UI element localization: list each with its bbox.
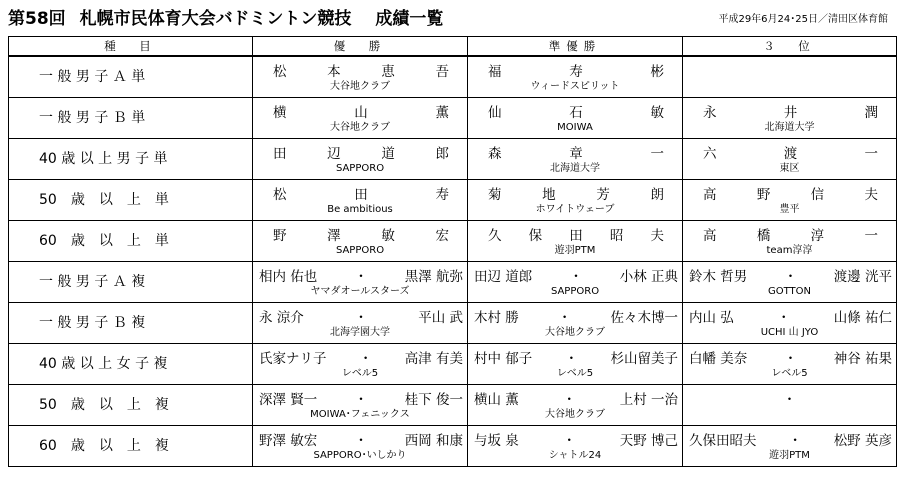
name-part: 章 — [569, 146, 583, 162]
table-row — [9, 426, 897, 467]
name-part: 桂下 俊一 — [404, 392, 463, 408]
affiliation: シャトル24 — [548, 450, 602, 461]
name-part: 相内 佑也 — [259, 269, 318, 285]
separator-dot: ・ — [788, 433, 802, 449]
name-part: 高津 有美 — [404, 351, 463, 367]
affiliation: 大谷地クラブ — [330, 122, 390, 133]
player-names — [683, 221, 896, 244]
third-cell — [683, 385, 897, 426]
column-header-third: ３ 位 — [683, 37, 897, 57]
name-part: 井 — [783, 105, 798, 121]
results-table — [8, 36, 897, 467]
table-row — [9, 262, 897, 303]
event-cell — [9, 139, 253, 180]
affiliation: ホワイトウェーブ — [535, 204, 615, 215]
event-name: 一 般 男 子 Ａ 単 — [39, 69, 146, 85]
name-part: 永 涼介 — [259, 310, 304, 326]
player-names — [253, 426, 467, 449]
separator-dot: ・ — [354, 310, 368, 326]
winner-cell — [253, 303, 468, 344]
name-part: 永 — [703, 105, 717, 121]
name-part: 宏 — [435, 228, 449, 244]
name-part: 芳 — [596, 187, 610, 203]
event-name: 60 歳 以 上 単 — [39, 233, 169, 249]
title-event: 札幌市民体育大会バドミントン競技 — [79, 9, 352, 29]
player-names — [683, 385, 896, 408]
player-names — [253, 303, 467, 326]
name-part: 渡 — [783, 146, 798, 162]
name-part: 六 — [703, 146, 717, 162]
winner-cell — [253, 221, 468, 262]
name-part: 西岡 和康 — [404, 433, 463, 449]
name-part: 田辺 道郎 — [474, 269, 533, 285]
affiliation: team淳淳 — [766, 245, 813, 256]
third-cell — [683, 56, 897, 98]
name-part: 郎 — [435, 146, 449, 162]
player-names — [468, 303, 682, 326]
player-names — [683, 262, 896, 285]
table-row — [9, 344, 897, 385]
player-names — [683, 303, 896, 326]
name-part: 鈴木 哲男 — [689, 269, 748, 285]
player-names — [683, 426, 896, 449]
player-names — [253, 139, 467, 162]
name-part: 野 — [756, 187, 771, 203]
name-part: 野澤 敏宏 — [259, 433, 318, 449]
name-part: 田 — [354, 187, 368, 203]
name-part: 杉山留美子 — [610, 351, 678, 367]
affiliation: 大谷地クラブ — [330, 81, 390, 92]
affiliation: 北海道大学 — [550, 163, 600, 174]
date-venue: 平成29年6月24･25日／清田区体育館 — [718, 14, 888, 25]
player-names — [468, 344, 682, 367]
event-name: 60 歳 以 上 複 — [39, 438, 169, 454]
name-part: 朗 — [650, 187, 664, 203]
player-names — [253, 221, 467, 244]
winner-cell — [253, 98, 468, 139]
player-names — [253, 262, 467, 285]
player-names — [468, 426, 682, 449]
affiliation: UCHI 山 JYO — [760, 327, 819, 338]
table-row — [9, 180, 897, 221]
name-part: 澤 — [327, 228, 341, 244]
affiliation: レベル5 — [341, 368, 379, 379]
runner-up-cell — [468, 139, 683, 180]
event-cell — [9, 385, 253, 426]
affiliation: MOIWA･フェニックス — [310, 409, 410, 420]
third-cell — [683, 262, 897, 303]
name-part: 薫 — [435, 105, 449, 121]
column-header-winner: 優 勝 — [253, 37, 468, 57]
name-part: 田 — [273, 146, 287, 162]
name-part: 横山 薫 — [474, 392, 519, 408]
winner-cell — [253, 180, 468, 221]
runner-up-cell — [468, 56, 683, 98]
player-names — [253, 98, 467, 121]
name-part: 敏 — [381, 228, 395, 244]
name-part: 寿 — [435, 187, 449, 203]
winner-cell — [253, 56, 468, 98]
event-cell — [9, 344, 253, 385]
affiliation: SAPPORO･いしかり — [313, 450, 407, 461]
name-part: 菊 — [488, 187, 502, 203]
third-cell — [683, 139, 897, 180]
name-part: 久保田昭夫 — [689, 433, 757, 449]
name-part: 昭 — [609, 228, 624, 244]
player-names — [468, 180, 682, 203]
third-cell — [683, 221, 897, 262]
player-names — [683, 57, 896, 80]
affiliation — [683, 408, 896, 422]
name-part: 仙 — [488, 105, 502, 121]
name-part: 村中 郁子 — [474, 351, 533, 367]
winner-cell — [253, 385, 468, 426]
title-results: 成績一覧 — [375, 9, 444, 29]
separator-dot: ・ — [782, 392, 797, 408]
winner-cell — [253, 344, 468, 385]
runner-up-cell — [468, 426, 683, 467]
event-name: 40 歳 以 上 男 子 単 — [39, 151, 168, 167]
separator-dot: ・ — [777, 310, 791, 326]
third-cell — [683, 344, 897, 385]
event-cell — [9, 303, 253, 344]
event-name: 40 歳 以 上 女 子 複 — [39, 356, 168, 372]
name-part: 山條 祐仁 — [833, 310, 892, 326]
event-cell — [9, 98, 253, 139]
affiliation: 豊平 — [779, 204, 800, 215]
name-part: 木村 勝 — [474, 310, 519, 326]
third-cell — [683, 303, 897, 344]
runner-up-cell — [468, 385, 683, 426]
event-name: 一 般 男 子 Ｂ 複 — [39, 315, 146, 331]
page-title — [8, 4, 443, 29]
affiliation: SAPPORO — [335, 163, 385, 174]
name-part: 橋 — [756, 228, 771, 244]
table-row — [9, 56, 897, 98]
name-part: 横 — [273, 105, 287, 121]
player-names — [468, 57, 682, 80]
header-row — [9, 37, 897, 57]
name-part: 一 — [650, 146, 664, 162]
name-part: 白幡 美奈 — [689, 351, 748, 367]
name-part: 恵 — [381, 64, 395, 80]
player-names — [253, 385, 467, 408]
results-body — [9, 56, 897, 467]
event-name: 50 歳 以 上 複 — [39, 397, 169, 413]
separator-dot: ・ — [358, 351, 373, 367]
affiliation: 大谷地クラブ — [545, 409, 605, 420]
name-part: 渡邊 洸平 — [833, 269, 892, 285]
name-part: 上村 一治 — [619, 392, 678, 408]
separator-dot: ・ — [562, 433, 576, 449]
event-name: 一 般 男 子 Ｂ 単 — [39, 110, 146, 126]
name-part: 信 — [810, 187, 825, 203]
name-part: 天野 博己 — [619, 433, 678, 449]
name-part: 山 — [354, 105, 368, 121]
third-cell — [683, 180, 897, 221]
winner-cell — [253, 139, 468, 180]
runner-up-cell — [468, 303, 683, 344]
third-cell — [683, 98, 897, 139]
event-cell — [9, 221, 253, 262]
runner-up-cell — [468, 262, 683, 303]
runner-up-cell — [468, 180, 683, 221]
player-names — [468, 385, 682, 408]
affiliation: 遊羽PTM — [554, 245, 596, 256]
name-part: 吾 — [435, 64, 449, 80]
name-part: 森 — [488, 146, 502, 162]
affiliation: 大谷地クラブ — [545, 327, 605, 338]
player-names — [683, 98, 896, 121]
separator-dot: ・ — [354, 269, 368, 285]
name-part: 彬 — [650, 64, 664, 80]
player-names — [468, 139, 682, 162]
name-part: 久 — [488, 228, 502, 244]
name-part: 夫 — [864, 187, 878, 203]
name-part: 黒澤 航弥 — [404, 269, 463, 285]
player-names — [468, 262, 682, 285]
affiliation: ヤマダオールスターズ — [310, 286, 410, 297]
affiliation: ウィードスピリット — [530, 81, 620, 92]
affiliation: SAPPORO — [550, 286, 600, 297]
name-part: 松 — [273, 64, 287, 80]
name-part: 一 — [864, 228, 878, 244]
affiliation: レベル5 — [771, 368, 808, 379]
winner-cell — [253, 262, 468, 303]
affiliation: GOTTON — [767, 286, 811, 297]
name-part: 潤 — [864, 105, 878, 121]
event-name: 一 般 男 子 Ａ 複 — [39, 274, 146, 290]
table-row — [9, 385, 897, 426]
player-names — [253, 57, 467, 80]
third-cell — [683, 426, 897, 467]
name-part: 道 — [381, 146, 395, 162]
affiliation: MOIWA — [557, 122, 593, 133]
name-part: 地 — [542, 187, 556, 203]
column-header-event: 種 目 — [9, 37, 253, 57]
separator-dot: ・ — [569, 269, 583, 285]
separator-dot: ・ — [562, 392, 576, 408]
name-part: 石 — [569, 105, 583, 121]
name-part: 敏 — [650, 105, 664, 121]
name-part: 神谷 祐果 — [833, 351, 892, 367]
affiliation — [683, 80, 896, 94]
name-part: 夫 — [650, 228, 664, 244]
name-part: 高 — [703, 187, 717, 203]
separator-dot: ・ — [783, 351, 798, 367]
player-names — [683, 344, 896, 367]
affiliation: 東区 — [779, 163, 800, 174]
name-part: 田 — [569, 228, 583, 244]
name-part: 寿 — [569, 64, 583, 80]
event-name: 50 歳 以 上 単 — [39, 192, 169, 208]
player-names — [468, 221, 682, 244]
separator-dot: ・ — [354, 392, 368, 408]
separator-dot: ・ — [354, 433, 368, 449]
affiliation: SAPPORO — [335, 245, 385, 256]
separator-dot: ・ — [557, 310, 572, 326]
name-part: 淳 — [810, 228, 825, 244]
event-cell — [9, 56, 253, 98]
affiliation: Be ambitious — [327, 204, 393, 215]
event-cell — [9, 180, 253, 221]
name-part: 小林 正典 — [619, 269, 678, 285]
event-cell — [9, 426, 253, 467]
separator-dot: ・ — [783, 269, 798, 285]
name-part: 平山 武 — [418, 310, 463, 326]
player-names — [253, 344, 467, 367]
event-cell — [9, 262, 253, 303]
name-part: 保 — [528, 228, 543, 244]
runner-up-cell — [468, 98, 683, 139]
title-edition: 第58回 — [8, 9, 66, 29]
name-part: 氏家ナリ子 — [259, 351, 327, 367]
name-part: 深澤 賢一 — [259, 392, 318, 408]
column-header-runner-up: 準優勝 — [468, 37, 683, 57]
player-names — [683, 180, 896, 203]
separator-dot: ・ — [564, 351, 579, 367]
name-part: 本 — [327, 64, 341, 80]
name-part: 松野 英彦 — [833, 433, 892, 449]
name-part: 高 — [703, 228, 717, 244]
player-names — [683, 139, 896, 162]
table-row — [9, 303, 897, 344]
name-part: 内山 弘 — [689, 310, 734, 326]
table-row — [9, 221, 897, 262]
name-part: 与坂 泉 — [474, 433, 519, 449]
affiliation: 遊羽PTM — [769, 450, 810, 461]
table-row — [9, 139, 897, 180]
affiliation: 北海道大学 — [764, 122, 815, 133]
player-names — [468, 98, 682, 121]
runner-up-cell — [468, 221, 683, 262]
name-part: 辺 — [327, 146, 341, 162]
name-part: 佐々木博一 — [610, 310, 678, 326]
affiliation: レベル5 — [556, 368, 594, 379]
affiliation: 北海学園大学 — [330, 327, 390, 338]
table-row — [9, 98, 897, 139]
name-part: 一 — [864, 146, 878, 162]
name-part: 松 — [273, 187, 287, 203]
runner-up-cell — [468, 344, 683, 385]
winner-cell — [253, 426, 468, 467]
name-part: 野 — [273, 228, 287, 244]
name-part: 福 — [488, 64, 502, 80]
player-names — [253, 180, 467, 203]
